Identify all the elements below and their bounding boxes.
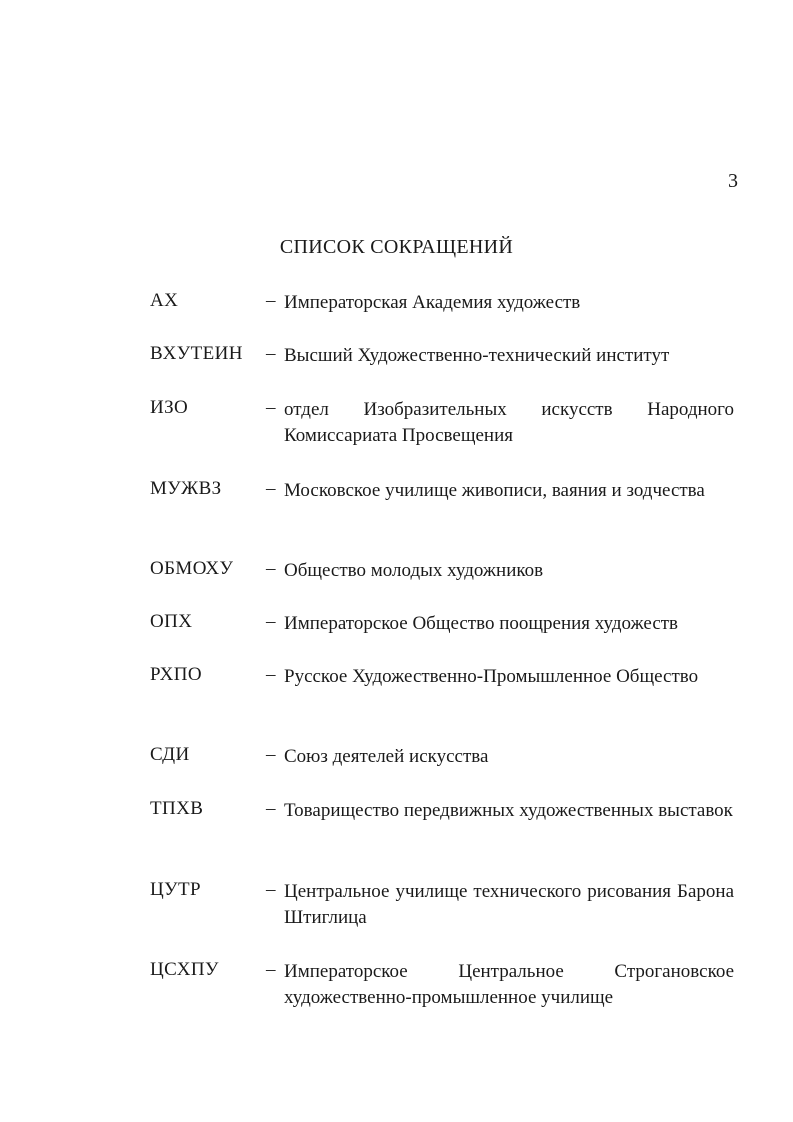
abbreviation-definition: Товарищество передвижных художественных выставок bbox=[284, 800, 733, 821]
abbreviation: ЦУТР bbox=[150, 879, 201, 900]
abbreviation-definition: Высший Художественно-технический институт bbox=[284, 345, 670, 366]
abbreviation-definition: Императорская Академия художеств bbox=[284, 292, 581, 313]
abbreviation: СДИ bbox=[150, 744, 190, 765]
abbreviation-definition: Центральное училище технического рисования Барона Штиглица bbox=[284, 881, 734, 928]
abbreviation: ОПХ bbox=[150, 611, 193, 632]
entry-dash: – bbox=[266, 959, 276, 980]
entry-dash: – bbox=[266, 558, 276, 579]
abbreviation: АХ bbox=[150, 290, 179, 311]
abbreviation: ТПХВ bbox=[150, 798, 204, 819]
abbreviation: РХПО bbox=[150, 664, 202, 685]
entry-dash: – bbox=[266, 611, 276, 632]
abbreviation-definition: Союз деятелей искусства bbox=[284, 746, 489, 767]
entry-dash: – bbox=[266, 343, 276, 364]
abbreviation: МУЖВЗ bbox=[150, 478, 222, 499]
abbreviation-definition: Императорское Общество поощрения художеств bbox=[284, 613, 679, 634]
abbreviation-definition: Императорское Центральное Строгановское художественно-промышленное училище bbox=[284, 961, 734, 1008]
abbreviation-definition: Русское Художественно-Промышленное Общество bbox=[284, 666, 699, 687]
entry-dash: – bbox=[266, 478, 276, 499]
abbreviation: ЦСХПУ bbox=[150, 959, 219, 980]
entry-dash: – bbox=[266, 290, 276, 311]
abbreviation-definition: Общество молодых художников bbox=[284, 560, 544, 581]
page-number: 3 bbox=[728, 170, 738, 192]
abbreviation: ОБМОХУ bbox=[150, 558, 234, 579]
page-title: СПИСОК СОКРАЩЕНИЙ bbox=[279, 236, 514, 258]
entry-dash: – bbox=[266, 798, 276, 819]
abbreviation-definition: Московское училище живописи, ваяния и зодчества bbox=[284, 480, 705, 501]
abbreviation: ИЗО bbox=[150, 397, 189, 418]
entry-dash: – bbox=[266, 397, 276, 418]
entry-dash: – bbox=[266, 664, 276, 685]
abbreviation-definition: отдел Изобразительных искусств Народного Комиссариата Просвещения bbox=[284, 399, 734, 446]
entry-dash: – bbox=[266, 879, 276, 900]
abbreviation: ВХУТЕИН bbox=[150, 343, 243, 364]
entry-dash: – bbox=[266, 744, 276, 765]
